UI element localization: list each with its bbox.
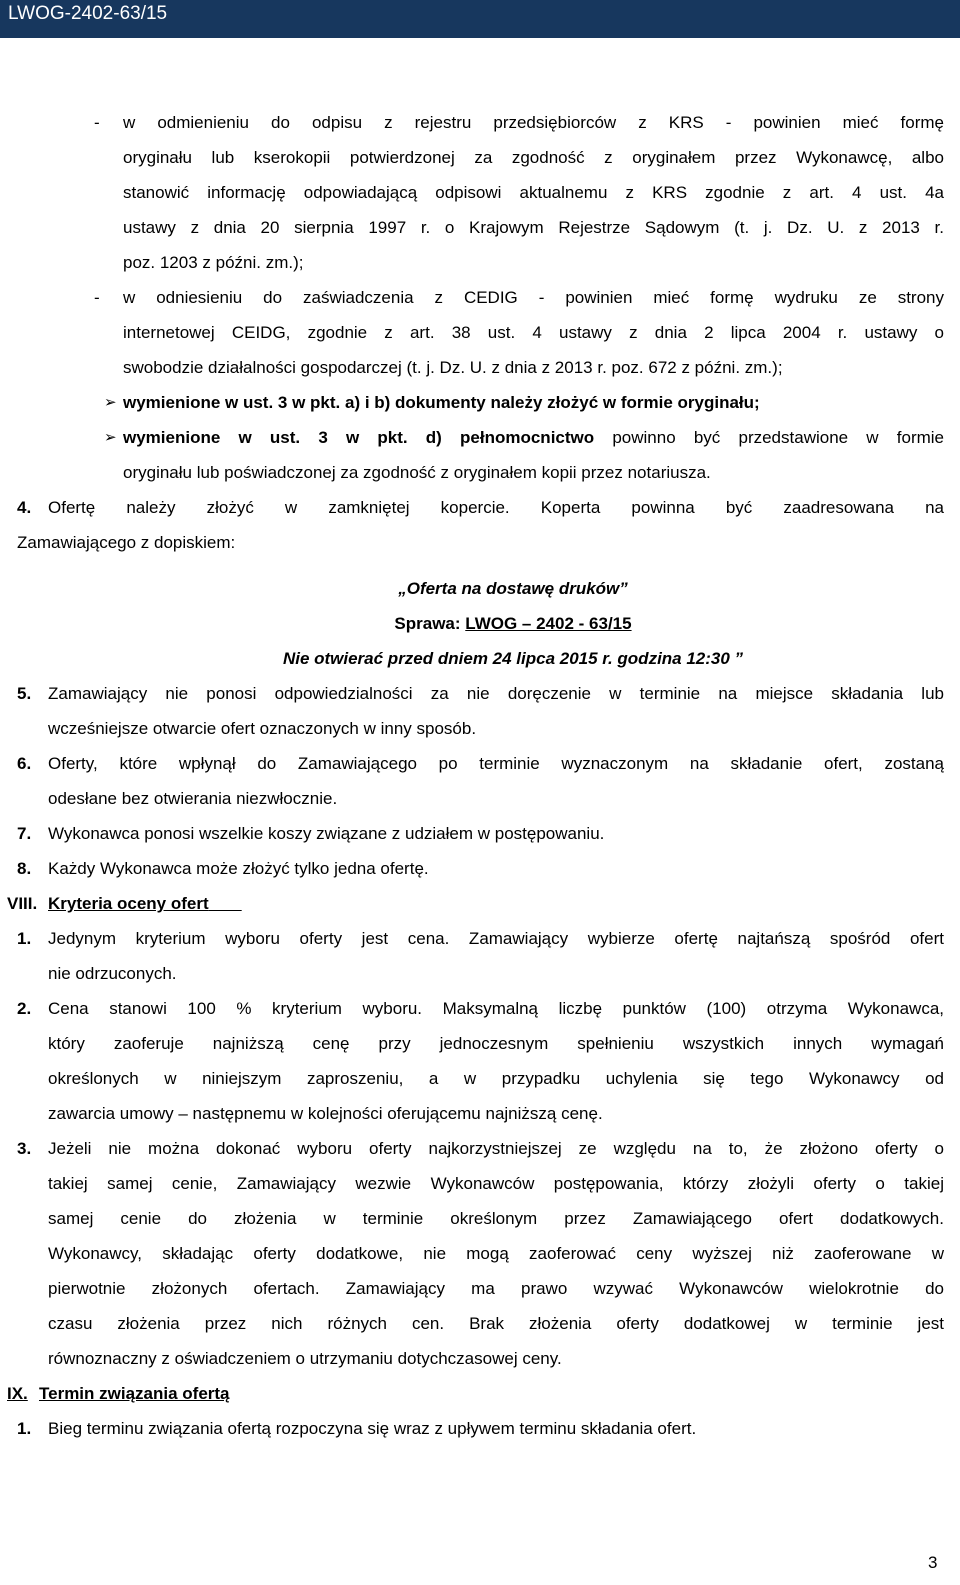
paragraph-line: internetowej CEIDG, zgodnie z art. 38 ust. 4 ustawy z dnia 2 lipca 2004 r. ustawy o	[123, 323, 944, 342]
dash-bullet: -	[94, 113, 100, 132]
section-number: VIII.	[7, 894, 38, 913]
section-number-text: IX.	[7, 1384, 28, 1403]
document-header-bar	[0, 0, 960, 38]
document-reference: LWOG-2402-63/15	[8, 3, 168, 24]
section-title-underline-tail	[209, 894, 242, 913]
paragraph-line: oryginału lub kserokopii potwierdzonej za zgodność z oryginałem przez Wykonawcę, albo	[123, 148, 944, 167]
paragraph-line: w odniesieniu do zaświadczenia z CEDIG - powinien mieć formę wydruku ze strony	[123, 288, 944, 307]
paragraph-line: Bieg terminu związania ofertą rozpoczyna się wraz z upływem terminu składania ofert.	[48, 1419, 697, 1438]
item-number: 6.	[17, 754, 32, 773]
paragraph-text: powinno być przedstawione w formie	[594, 428, 944, 447]
item-number: 7.	[17, 824, 32, 843]
item-number: 2.	[17, 999, 32, 1018]
paragraph-line: Cena stanowi 100 % kryterium wyboru. Maksymalną liczbę punktów (100) otrzyma Wykonawca,	[48, 999, 944, 1018]
paragraph-line: Zamawiającego z dopiskiem:	[17, 533, 236, 552]
envelope-case-number: LWOG – 2402 - 63/15	[465, 614, 632, 633]
envelope-case-prefix: Sprawa:	[394, 614, 466, 633]
paragraph-line: wcześniejsze otwarcie ofert oznaczonych w inny sposób.	[48, 719, 477, 738]
paragraph-line: Wykonawca ponosi wszelkie koszy związane z udziałem w postępowaniu.	[48, 824, 605, 843]
envelope-case	[0, 613, 960, 635]
item-number: 8.	[17, 859, 32, 878]
section-title	[48, 893, 242, 915]
paragraph-line: określonych w niniejszym zaproszeniu, a w przypadku uchylenia się tego Wykonawcy od	[48, 1069, 944, 1088]
paragraph-line: Oferty, które wpłynął do Zamawiającego po terminie wyznaczonym na składanie ofert, zostaną	[48, 754, 944, 773]
paragraph-line: Każdy Wykonawca może złożyć tylko jedna ofertę.	[48, 859, 429, 878]
paragraph-line: oryginału lub poświadczonej za zgodność z oryginałem kopii przez notariusza.	[123, 463, 711, 482]
paragraph-line: poz. 1203 z późni. zm.);	[123, 253, 304, 272]
paragraph-line: Zamawiający nie ponosi odpowiedzialności za nie doręczenie w terminie na miejsce składania lub	[48, 684, 944, 703]
paragraph-line: Jeżeli nie można dokonać wyboru oferty najkorzystniejszej ze względu na to, że złożono oferty o	[48, 1139, 944, 1158]
paragraph-line: wymienione w ust. 3 w pkt. a) i b) dokumenty należy złożyć w formie oryginału;	[123, 393, 760, 412]
paragraph-line: zawarcia umowy – następnemu w kolejności oferującemu najniższą cenę.	[48, 1104, 603, 1123]
bold-lead: wymienione w ust. 3 w pkt. d) pełnomocnictwo	[123, 428, 595, 447]
item-number: 3.	[17, 1139, 32, 1158]
paragraph-line: swobodzie działalności gospodarczej (t. j. Dz. U. z dnia z 2013 r. poz. 672 z późni. zm.);	[123, 358, 783, 377]
paragraph-line: stanowić informację odpowiadającą odpisowi aktualnemu z KRS zgodnie z art. 4 ust. 4a	[123, 183, 944, 202]
paragraph-line: nie odrzuconych.	[48, 964, 177, 983]
page-number: 3	[928, 1553, 938, 1572]
paragraph-line: w odmienieniu do odpisu z rejestru przedsiębiorców z KRS - powinien mieć formę	[123, 113, 944, 132]
item-number: 4.	[17, 498, 32, 517]
paragraph-line: odesłane bez otwierania niezwłocznie.	[48, 789, 338, 808]
paragraph-line: równoznaczny z oświadczeniem o utrzymaniu dotychczasowej ceny.	[48, 1349, 562, 1368]
dash-bullet: -	[94, 288, 100, 307]
paragraph-line: który zaoferuje najniższą cenę przy jednoczesnym spełnieniu wszystkich innych wymagań	[48, 1034, 944, 1053]
item-number: 1.	[17, 1419, 32, 1438]
envelope-deadline: Nie otwierać przed dniem 24 lipca 2015 r. godzina 12:30 ”	[282, 649, 744, 668]
paragraph-line: Jedynym kryterium wyboru oferty jest cena. Zamawiający wybierze ofertę najtańszą spośród ofert	[48, 929, 944, 948]
section-title	[39, 1383, 230, 1405]
envelope-title: „Oferta na dostawę druków”	[398, 579, 628, 598]
paragraph-line: pierwotnie złożonych ofertach. Zamawiający ma prawo wzywać Wykonawców wielokrotnie do	[48, 1279, 944, 1298]
section-title-text: Kryteria oceny ofert	[48, 894, 209, 913]
arrow-bullet-icon: ➢	[104, 394, 117, 411]
item-number: 5.	[17, 684, 32, 703]
arrow-bullet-icon: ➢	[104, 429, 117, 446]
item-number: 1.	[17, 929, 32, 948]
paragraph-line	[123, 427, 944, 449]
paragraph-line: ustawy z dnia 20 sierpnia 1997 r. o Krajowym Rejestrze Sądowym (t. j. Dz. U. z 2013 r.	[123, 218, 944, 237]
paragraph-line: Ofertę należy złożyć w zamkniętej kopercie. Koperta powinna być zaadresowana na	[48, 498, 944, 517]
paragraph-line: czasu złożenia przez nich różnych cen. Brak złożenia oferty dodatkowej w terminie jest	[48, 1314, 944, 1333]
paragraph-line: takiej samej cenie, Zamawiający wezwie Wykonawców postępowania, którzy złożyli oferty o takiej	[48, 1174, 944, 1193]
section-number	[7, 1383, 28, 1405]
paragraph-line: samej cenie do złożenia w terminie określonym przez Zamawiającego ofert dodatkowych.	[48, 1209, 944, 1228]
section-title-text: Termin związania ofertą	[39, 1384, 230, 1403]
paragraph-line: Wykonawcy, składając oferty dodatkowe, nie mogą zaoferować ceny wyższej niż zaoferowane w	[48, 1244, 944, 1263]
